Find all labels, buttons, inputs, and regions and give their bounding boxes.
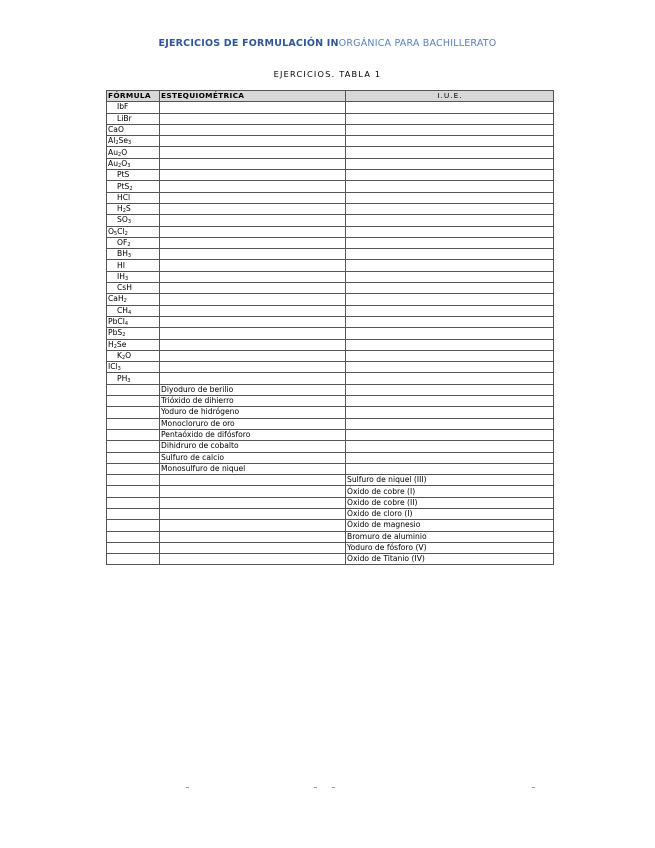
table-row bbox=[107, 316, 554, 327]
iue-cell bbox=[346, 102, 554, 113]
formula-text: O bbox=[121, 158, 128, 168]
estequiometrica-cell bbox=[160, 147, 346, 158]
formula-cell bbox=[107, 215, 160, 226]
footer-page-marks bbox=[0, 787, 655, 793]
iue-cell bbox=[346, 181, 554, 192]
iue-cell bbox=[346, 226, 554, 237]
iue-cell: Óxido de cobre (II) bbox=[346, 497, 554, 508]
formula-subscript: 3 bbox=[128, 140, 132, 147]
formula-text: O bbox=[108, 226, 114, 236]
formula-subscript: 2 bbox=[129, 185, 133, 192]
estequiometrica-cell: Monocloruro de oro bbox=[160, 418, 346, 429]
iue-cell bbox=[346, 463, 554, 474]
formula-text: HCl bbox=[117, 192, 131, 202]
estequiometrica-cell bbox=[160, 271, 346, 282]
iue-cell: Óxido de Titanio (IV) bbox=[346, 554, 554, 565]
table-row bbox=[107, 475, 554, 486]
estequiometrica-cell bbox=[160, 305, 346, 316]
iue-cell: Óxido de magnesio bbox=[346, 520, 554, 531]
estequiometrica-cell bbox=[160, 328, 346, 339]
iue-cell bbox=[346, 373, 554, 384]
formula-text: CH bbox=[117, 305, 129, 315]
column-header-estequiometrica: ESTEQUIOMÉTRICA bbox=[160, 91, 346, 102]
table-row bbox=[107, 124, 554, 135]
iue-cell bbox=[346, 362, 554, 373]
table-row bbox=[107, 542, 554, 553]
formula-cell bbox=[107, 294, 160, 305]
table-row bbox=[107, 429, 554, 440]
iue-cell: Sulfuro de niquel (III) bbox=[346, 475, 554, 486]
formula-cell bbox=[107, 407, 160, 418]
table-row bbox=[107, 102, 554, 113]
formula-text: H bbox=[108, 339, 114, 349]
table-row bbox=[107, 260, 554, 271]
table-row bbox=[107, 147, 554, 158]
estequiometrica-cell bbox=[160, 554, 346, 565]
formula-subscript: 2 bbox=[122, 332, 126, 339]
formula-text: PtS bbox=[117, 170, 130, 180]
iue-cell bbox=[346, 350, 554, 361]
table-header-row bbox=[107, 91, 554, 102]
iue-cell bbox=[346, 170, 554, 181]
formula-cell bbox=[107, 113, 160, 124]
table-row bbox=[107, 283, 554, 294]
table-row bbox=[107, 181, 554, 192]
formula-subscript: 2 bbox=[123, 298, 127, 305]
formula-text: K bbox=[117, 350, 122, 360]
table-row bbox=[107, 215, 554, 226]
formula-subscript: 2 bbox=[122, 208, 126, 215]
formula-text: LiBr bbox=[117, 113, 132, 123]
iue-cell bbox=[346, 441, 554, 452]
estequiometrica-cell: Diyoduro de berilio bbox=[160, 384, 346, 395]
table-row bbox=[107, 294, 554, 305]
column-header-formula: FÓRMULA bbox=[107, 91, 160, 102]
estequiometrica-cell bbox=[160, 350, 346, 361]
header-title-part-1: EJERCICIOS DE FORMULACIÓN IN bbox=[158, 38, 339, 49]
iue-cell: Yoduro de fósforo (V) bbox=[346, 542, 554, 553]
formula-subscript: 3 bbox=[127, 253, 132, 260]
iue-cell bbox=[346, 260, 554, 271]
formula-cell bbox=[107, 463, 160, 474]
table-body bbox=[107, 102, 554, 565]
table-row bbox=[107, 373, 554, 384]
estequiometrica-cell bbox=[160, 260, 346, 271]
table-row bbox=[107, 192, 554, 203]
iue-cell bbox=[346, 384, 554, 395]
formula-cell bbox=[107, 486, 160, 497]
formula-cell bbox=[107, 554, 160, 565]
estequiometrica-cell bbox=[160, 542, 346, 553]
table-row bbox=[107, 136, 554, 147]
estequiometrica-cell bbox=[160, 362, 346, 373]
estequiometrica-cell bbox=[160, 486, 346, 497]
table-row bbox=[107, 441, 554, 452]
formula-subscript: 2 bbox=[124, 230, 128, 237]
formula-cell bbox=[107, 170, 160, 181]
estequiometrica-cell bbox=[160, 237, 346, 248]
estequiometrica-cell bbox=[160, 316, 346, 327]
formula-cell bbox=[107, 237, 160, 248]
formula-cell bbox=[107, 373, 160, 384]
formula-subscript: 2 bbox=[121, 354, 126, 361]
iue-cell: Óxido de cloro (I) bbox=[346, 508, 554, 519]
estequiometrica-cell bbox=[160, 113, 346, 124]
estequiometrica-cell bbox=[160, 203, 346, 214]
table-row bbox=[107, 554, 554, 565]
iue-cell: Óxido de cobre (I) bbox=[346, 486, 554, 497]
formula-cell bbox=[107, 328, 160, 339]
formula-subscript: 4 bbox=[128, 309, 132, 316]
iue-cell bbox=[346, 396, 554, 407]
formula-cell bbox=[107, 475, 160, 486]
table-row bbox=[107, 384, 554, 395]
formula-text: IbF bbox=[117, 102, 129, 112]
table-row bbox=[107, 350, 554, 361]
formula-cell bbox=[107, 542, 160, 553]
table-row bbox=[107, 396, 554, 407]
formula-cell bbox=[107, 249, 160, 260]
estequiometrica-cell: Sulfuro de calcio bbox=[160, 452, 346, 463]
formula-cell bbox=[107, 192, 160, 203]
formula-text: Au bbox=[108, 147, 119, 157]
formula-subscript: 5 bbox=[113, 230, 118, 237]
formula-text: S bbox=[125, 204, 131, 214]
formula-subscript: 2 bbox=[113, 343, 117, 350]
iue-cell bbox=[346, 305, 554, 316]
estequiometrica-cell bbox=[160, 475, 346, 486]
table-row bbox=[107, 203, 554, 214]
estequiometrica-cell: Monosulfuro de niquel bbox=[160, 463, 346, 474]
formula-text: H bbox=[117, 204, 123, 214]
formula-subscript: 2 bbox=[118, 162, 122, 169]
formula-text: PH bbox=[117, 373, 128, 383]
iue-cell bbox=[346, 328, 554, 339]
formula-subscript: 3 bbox=[117, 366, 121, 373]
formula-text: OF bbox=[117, 238, 128, 247]
iue-cell bbox=[346, 271, 554, 282]
formula-cell bbox=[107, 339, 160, 350]
formula-text: O bbox=[125, 350, 132, 360]
table-row bbox=[107, 237, 554, 248]
estequiometrica-cell: Dihidruro de cobalto bbox=[160, 441, 346, 452]
iue-cell bbox=[346, 418, 554, 429]
formula-cell bbox=[107, 418, 160, 429]
column-header-iue: I.U.E. bbox=[346, 91, 554, 102]
estequiometrica-cell bbox=[160, 192, 346, 203]
formula-cell bbox=[107, 181, 160, 192]
iue-cell bbox=[346, 113, 554, 124]
iue-cell bbox=[346, 203, 554, 214]
formula-text: CsH bbox=[117, 283, 132, 293]
table-row bbox=[107, 531, 554, 542]
iue-cell bbox=[346, 192, 554, 203]
formula-text: Au bbox=[108, 158, 119, 168]
formula-subscript: 2 bbox=[115, 140, 119, 147]
table-row bbox=[107, 486, 554, 497]
estequiometrica-cell: Pentaóxido de difósforo bbox=[160, 429, 346, 440]
document-header-title bbox=[0, 38, 655, 49]
iue-cell bbox=[346, 158, 554, 169]
table-row bbox=[107, 339, 554, 350]
table-row bbox=[107, 305, 554, 316]
formula-cell bbox=[107, 316, 160, 327]
estequiometrica-cell bbox=[160, 170, 346, 181]
iue-cell: Bromuro de aluminio bbox=[346, 531, 554, 542]
table-row bbox=[107, 362, 554, 373]
table-title: EJERCICIOS. TABLA 1 bbox=[273, 69, 382, 79]
estequiometrica-cell bbox=[160, 215, 346, 226]
formula-cell bbox=[107, 260, 160, 271]
iue-cell bbox=[346, 249, 554, 260]
formula-text: CaO bbox=[108, 125, 124, 135]
formula-cell bbox=[107, 226, 160, 237]
formula-cell bbox=[107, 147, 160, 158]
table-row bbox=[107, 497, 554, 508]
estequiometrica-cell bbox=[160, 136, 346, 147]
estequiometrica-cell bbox=[160, 181, 346, 192]
estequiometrica-cell bbox=[160, 158, 346, 169]
estequiometrica-cell bbox=[160, 294, 346, 305]
formula-text: Cl bbox=[117, 226, 125, 236]
iue-cell bbox=[346, 339, 554, 350]
table-row bbox=[107, 271, 554, 282]
table-row bbox=[107, 113, 554, 124]
iue-cell bbox=[346, 136, 554, 147]
table-row bbox=[107, 170, 554, 181]
estequiometrica-cell bbox=[160, 520, 346, 531]
header-title-part-2: ORGÁNICA PARA BACHILLERATO bbox=[338, 38, 497, 49]
formula-text: ICl bbox=[108, 362, 118, 372]
table-row bbox=[107, 520, 554, 531]
estequiometrica-cell bbox=[160, 226, 346, 237]
iue-cell bbox=[346, 215, 554, 226]
estequiometrica-cell bbox=[160, 508, 346, 519]
formula-cell bbox=[107, 124, 160, 135]
table-row bbox=[107, 328, 554, 339]
iue-cell bbox=[346, 429, 554, 440]
formula-text: IH bbox=[117, 271, 125, 281]
formula-cell bbox=[107, 271, 160, 282]
formula-text: PbCl bbox=[108, 317, 125, 327]
estequiometrica-cell bbox=[160, 124, 346, 135]
formula-cell bbox=[107, 305, 160, 316]
estequiometrica-cell bbox=[160, 102, 346, 113]
formula-subscript: 3 bbox=[124, 275, 129, 282]
formula-cell bbox=[107, 441, 160, 452]
estequiometrica-cell bbox=[160, 283, 346, 294]
formula-text: O bbox=[121, 147, 128, 157]
formula-text: CaH bbox=[108, 294, 124, 304]
formula-cell bbox=[107, 520, 160, 531]
table-row bbox=[107, 508, 554, 519]
formula-cell bbox=[107, 429, 160, 440]
iue-cell bbox=[346, 283, 554, 294]
estequiometrica-cell bbox=[160, 339, 346, 350]
table-row bbox=[107, 226, 554, 237]
iue-cell bbox=[346, 452, 554, 463]
formula-cell bbox=[107, 531, 160, 542]
estequiometrica-cell bbox=[160, 249, 346, 260]
formula-cell bbox=[107, 136, 160, 147]
table-row bbox=[107, 158, 554, 169]
formula-subscript: 2 bbox=[118, 151, 122, 158]
formula-cell bbox=[107, 203, 160, 214]
iue-cell bbox=[346, 316, 554, 327]
table-row bbox=[107, 452, 554, 463]
formula-text: HI bbox=[117, 260, 125, 270]
formula-cell bbox=[107, 102, 160, 113]
formula-text: Se bbox=[116, 339, 127, 349]
formula-text: PbS bbox=[108, 328, 123, 338]
formula-cell bbox=[107, 384, 160, 395]
formula-cell bbox=[107, 158, 160, 169]
table-row bbox=[107, 249, 554, 260]
formula-cell bbox=[107, 452, 160, 463]
formula-cell bbox=[107, 497, 160, 508]
formula-cell bbox=[107, 283, 160, 294]
formula-cell bbox=[107, 508, 160, 519]
formula-text: Se bbox=[118, 136, 128, 146]
iue-cell bbox=[346, 294, 554, 305]
formula-text: SO bbox=[117, 215, 128, 225]
estequiometrica-cell bbox=[160, 531, 346, 542]
formula-cell bbox=[107, 350, 160, 361]
formula-subscript: 3 bbox=[127, 377, 131, 384]
formula-text: PtS bbox=[117, 181, 130, 191]
formula-subscript: 3 bbox=[127, 162, 131, 169]
formula-text: Al bbox=[108, 136, 116, 146]
iue-cell bbox=[346, 407, 554, 418]
formula-cell bbox=[107, 362, 160, 373]
iue-cell bbox=[346, 124, 554, 135]
estequiometrica-cell bbox=[160, 497, 346, 508]
exercises-table bbox=[106, 90, 554, 565]
table-row bbox=[107, 407, 554, 418]
table-row bbox=[107, 463, 554, 474]
formula-cell bbox=[107, 396, 160, 407]
formula-text: BH bbox=[117, 249, 128, 259]
iue-cell bbox=[346, 237, 554, 248]
estequiometrica-cell: Yoduro de hidrógeno bbox=[160, 407, 346, 418]
formula-subscript: 2 bbox=[127, 242, 131, 248]
estequiometrica-cell: Trióxido de dihierro bbox=[160, 396, 346, 407]
table-row bbox=[107, 418, 554, 429]
iue-cell bbox=[346, 147, 554, 158]
formula-subscript: 4 bbox=[124, 321, 128, 328]
estequiometrica-cell bbox=[160, 373, 346, 384]
formula-subscript: 3 bbox=[127, 219, 131, 226]
